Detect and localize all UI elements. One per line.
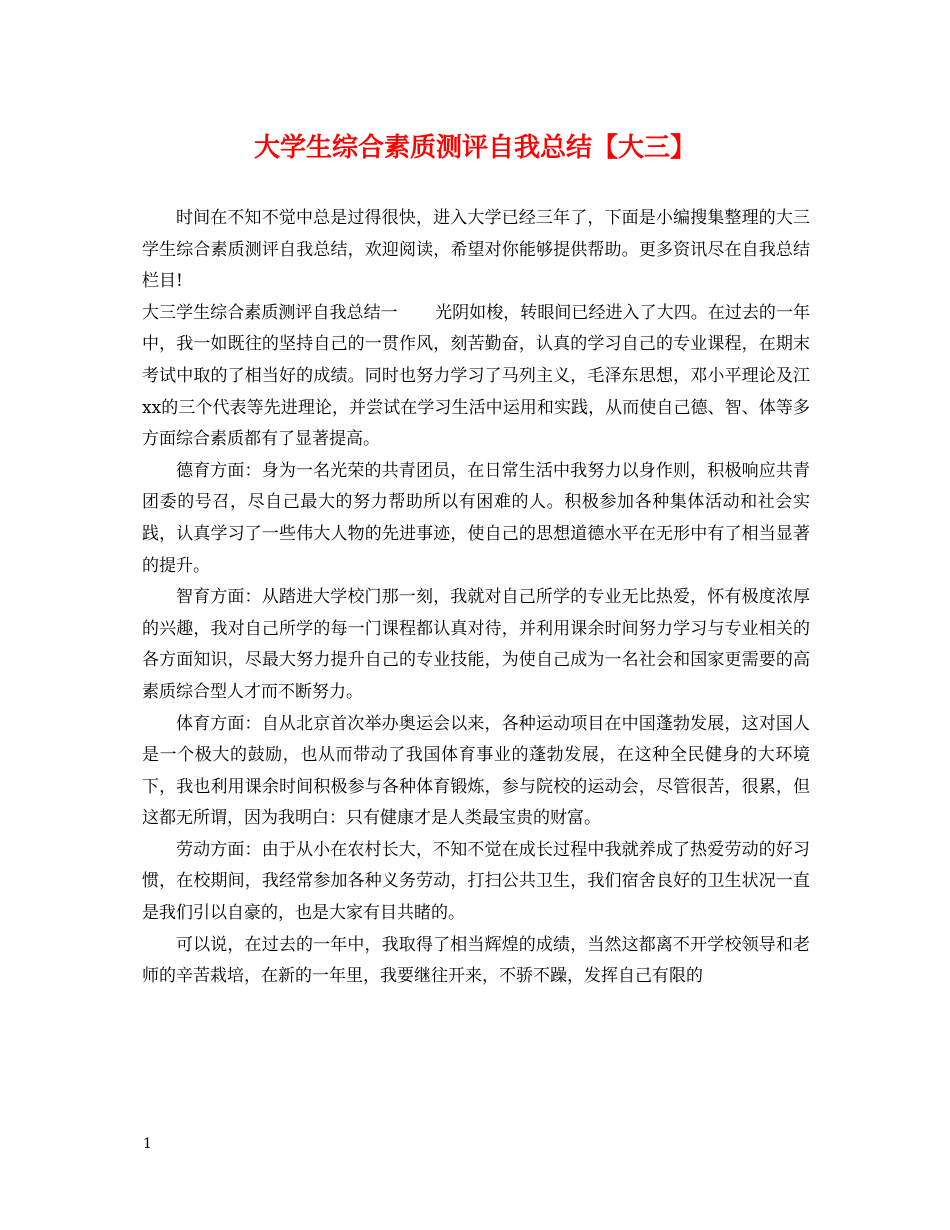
labor-paragraph: 劳动方面：由于从小在农村长大，不知不觉在成长过程中我就养成了热爱劳动的好习惯，在校期间，我经常参加各种义务劳动，打扫公共卫生，我们宿舍良好的卫生状况一直是我们引以自豪的，也是大家有目共睹的。 [142, 839, 810, 924]
page-title: 大学生综合素质测评自我总结【大三】 [253, 133, 696, 163]
section-1-heading: 大三学生综合素质测评自我总结一 [142, 302, 398, 323]
page-number: 1 [143, 1136, 152, 1152]
moral-education-paragraph: 德育方面：身为一名光荣的共青团员，在日常生活中我努力以身作则，积极响应共青团委的号召，尽自己最大的努力帮助所以有困难的人。积极参加各种集体活动和社会实践，认真学习了一些伟大人物的先进事迹，使自己的思想道德水平在无形中有了相当显著的提升。 [142, 460, 810, 576]
intro-paragraph: 时间在不知不觉中总是过得很快，进入大学已经三年了，下面是小编搜集整理的大三学生综合素质测评自我总结，欢迎阅读，希望对你能够提供帮助。更多资讯尽在自我总结栏目! [142, 208, 810, 292]
conclusion-paragraph: 可以说，在过去的一年中，我取得了相当辉煌的成绩，当然这都离不开学校领导和老师的辛苦栽培，在新的一年里，我要继往开来，不骄不躁，发挥自己有限的 [142, 934, 810, 987]
section-1-text: 光阴如梭，转眼间已经进入了大四。在过去的一年中，我一如既往的坚持自己的一贯作风，刻苦勤奋，认真的学习自己的专业课程，在期末考试中取的了相当好的成绩。同时也努力学习了马列主义，毛泽东思想，邓小平理论及江xx的三个代表等先进理论，并尝试在学习生活中运用和实践，从而使自己德、智、体等多方面综合素质都有了显著提高。 [142, 302, 811, 450]
document-body [142, 203, 810, 993]
physical-education-paragraph: 体育方面：自从北京首次举办奥运会以来，各种运动项目在中国蓬勃发展，这对国人是一个极大的鼓励，也从而带动了我国体育事业的蓬勃发展，在这种全民健身的大环境下，我也利用课余时间积极参与各种体育锻炼，参与院校的运动会，尽管很苦，很累，但这都无所谓，因为我明白：只有健康才是人类最宝贵的财富。 [142, 713, 810, 829]
section-1-paragraph [142, 298, 810, 456]
intellectual-education-paragraph: 智育方面：从踏进大学校门那一刻，我就对自己所学的专业无比热爱，怀有极度浓厚的兴趣，我对自己所学的每一门课程都认真对待，并利用课余时间努力学习与专业相关的各方面知识，尽最大努力提升自己的专业技能，为使自己成为一名社会和国家更需要的高素质综合型人才而不断努力。 [142, 587, 810, 702]
